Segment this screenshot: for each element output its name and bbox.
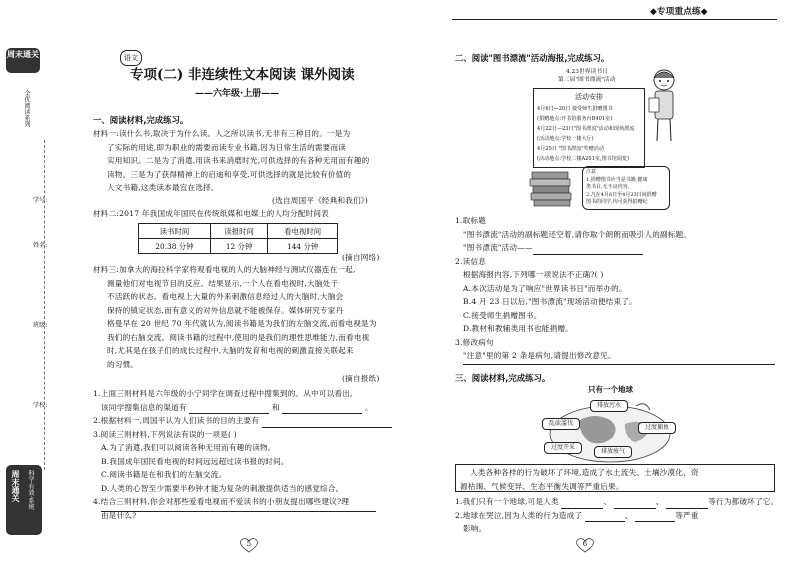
text-line: 时,尤其是在孩子们的成长过程中,大脑的发育和电视的刺激直接关联起来 [107, 346, 354, 355]
passage-box [455, 464, 775, 492]
source-note: (摘自网络) [342, 253, 380, 262]
poster-note-box [582, 166, 670, 210]
corner-tag: ◆专项重点练◆ [650, 7, 708, 17]
text-fragment: 2.根据材料一,周国平认为人们读书的目的主要有 [93, 416, 260, 425]
section3-questions [455, 495, 778, 536]
diagram-label: 排放废气 [594, 446, 632, 458]
text-line: 不活跃的状态。看电视上大量的外来刺激信息经过人的大脑时,大脑会 [107, 292, 344, 301]
table-row [139, 224, 338, 239]
subtitle-blank[interactable] [533, 245, 643, 255]
question-1 [93, 387, 392, 522]
text-line: 材料一:读什么书,取决于为什么读。人之所以读书,无非有三种目的。一是为 [93, 129, 351, 138]
field-label: 班级: [33, 322, 48, 329]
schedule-item: (活动地点:学校二楼A201室,图书馆阅览) [537, 156, 630, 162]
choice-a: A.为了消遣,我们可以阅读各种无用而有趣的读物。 [101, 443, 276, 452]
answer-blank[interactable] [585, 512, 625, 522]
schedule-item: (捐赠地点:开书馆服务台B401室) [537, 116, 613, 122]
page-title: 专项(二) 非连续性文本阅读 课外阅读 [130, 67, 355, 83]
answer-blank[interactable] [189, 404, 269, 414]
answer-line[interactable] [101, 511, 376, 512]
left-mid-label: 全优阅读系列 [23, 90, 30, 128]
text-fragment: 2.地球在哭泣,因为人类的行为造成了 [455, 510, 583, 520]
text-line: 根据海报内容,下列哪一项说法不正确?( ) [463, 270, 604, 279]
answer-blank[interactable] [282, 404, 362, 414]
poster-head1: 4.23世界读书日 [566, 69, 608, 75]
text-fragment: 和 [271, 402, 280, 412]
text-line: 3.修改病句 [455, 337, 494, 347]
source-note: (选自周国平《经典和我们》) [272, 196, 369, 205]
poster-schedule-box [533, 88, 645, 168]
diagram-label: 乱砍滥伐 [542, 418, 580, 430]
text-line: 保持的镇定状态,而有意义的对外信息就不能被保存。媒体研究专家丹 [107, 305, 344, 315]
note-title: 注意 [586, 169, 597, 175]
text-fragment: 等严重 [675, 510, 699, 520]
text-fragment: "图书漂流"活动—— [463, 243, 533, 252]
field-label: 学号: [33, 197, 48, 204]
left-top-badge: 周末通关 [6, 48, 40, 73]
answer-line[interactable] [463, 364, 775, 365]
field-label: 姓名: [33, 242, 48, 249]
diagram-label: 排放污水 [590, 400, 628, 412]
note-line: 1.捐赠图书应当是书籍,健康 [586, 176, 648, 183]
choice-d: D.人类的心智至少需要半秒钟才能为复杂的刺激提供适当的感觉综合。 [101, 483, 344, 493]
text-line: 读物。三是为了获得精神上的启迪和享受,可供选择的就是比较有价值的 [107, 169, 352, 179]
text-line: 1.上面三则材料是六年级的小宁同学在调查过程中搜集到的。从中可以看出, [93, 389, 353, 398]
poster-head2: 第二届"图书漂流"活动 [558, 77, 616, 83]
schedule-title: 活动安排 [575, 93, 603, 101]
top-rule [452, 19, 777, 20]
table-row [139, 239, 338, 254]
text-line: 人文书籍,这类读本最宜在选择。 [107, 183, 219, 192]
boy-reading-illustration [646, 66, 682, 151]
text-line: 的习惯。 [107, 359, 139, 369]
corner-tag-text: 专项重点练 [656, 7, 701, 17]
section3-heading: 三、阅读材料,完成练习。 [455, 373, 551, 383]
diagram-label: 过度捕鱼 [638, 422, 676, 434]
cut-line [44, 140, 45, 470]
choice-b: B.我国成年国民看电视的时间远远超过读书报的时间。 [101, 456, 289, 466]
section1-heading: 一、阅读材料,完成练习。 [93, 115, 189, 125]
subject-badge: 语文 [120, 50, 142, 66]
schedule-item: 4月6日—20日 接受师生捐赠图书 [537, 106, 613, 112]
text-line: 4.结合三则材料,你会对那些爱看电视而不爱读书的小朋友提出哪些建议?理 [93, 497, 350, 506]
text-fragment: 、 [655, 497, 664, 506]
schedule-item: 4月22日—23日"图书漂流"活动和现场漂流 [537, 126, 635, 132]
answer-blank[interactable] [635, 512, 675, 522]
diagram-label: 过度开采 [544, 442, 582, 454]
text-fragment: 、 [624, 510, 633, 520]
note-line: 图书的同学,均可获得捐赠纪 [586, 199, 648, 205]
time-table [138, 223, 338, 254]
table-cell: 20.38 分钟 [139, 239, 211, 254]
answer-blank[interactable] [614, 499, 656, 509]
page-number-right [574, 537, 596, 553]
text-line: "注意"里的第 2 条是病句,请提出修改意见。 [463, 351, 616, 360]
text-line: 材料三:加拿大的海拉科学家将观看电视的人的大脑神经与测试仪器连在一起, [93, 265, 356, 274]
answer-blank[interactable] [561, 499, 603, 509]
text-line: 1.取标题 [455, 216, 487, 225]
page-number-text: 6 [582, 540, 588, 548]
text-line: 3.阅读三则材料,下列说法有误的一项是( ) [93, 429, 237, 439]
table-header-cell: 读报时间 [210, 224, 267, 239]
table-header-cell: 读书时间 [139, 224, 211, 239]
text-fragment: 、 [603, 497, 612, 506]
schedule-item: (活动地点:学校一楼大厅) [537, 136, 594, 142]
text-line: 影响。 [463, 524, 487, 533]
choice-c: C.阅读书籍是在和我们的左脑交流。 [101, 470, 227, 479]
material2-intro: 材料二:2017 年我国成年国民在传统纸媒和电媒上的人均分配时间表 [93, 209, 329, 218]
note-line: 2.凡在4月6日至4月23日间捐赠 [586, 191, 657, 198]
material3 [93, 263, 377, 371]
text-line: 测量他们对电视节目的反应。结果显示,一个人在看电视时,大脑处于 [107, 278, 339, 288]
section2-heading: 二、阅读"图书漂流"活动海报,完成练习。 [455, 53, 610, 63]
choice-a: A.本次活动是为了响应"世界读书日"而举办的。 [463, 283, 627, 293]
table-cell: 144 分钟 [268, 239, 338, 254]
text-fragment: 该同学搜集信息的渠道有 [101, 402, 187, 412]
answer-blank[interactable] [262, 418, 392, 428]
text-line: 了实际的用途,即为职业的需要而读专业书籍,因为日常生活的需要而读 [107, 142, 347, 152]
text-line: 由是什么? [101, 510, 137, 520]
answer-blank[interactable] [666, 499, 708, 509]
poster [528, 66, 678, 208]
page-number-left [238, 537, 260, 553]
source-note: (摘自报纸) [342, 374, 380, 383]
left-bottom-badge: 周末通关 科学·有效·系统 [6, 465, 42, 535]
text-line: 我们的右脑交流。阅读书籍的过程中,使用的是我们的理性思维能力,而看电视 [107, 332, 370, 342]
text-fragment: 。 [365, 402, 373, 412]
material1 [93, 127, 369, 195]
section2-questions [455, 214, 691, 363]
text-line: 源枯竭、气候变异、生态平衡失调等严重后果。 [460, 481, 624, 491]
earth-diagram [520, 384, 710, 464]
note-line: 类书目,无不良内容。 [586, 184, 633, 190]
grade-label: ——六年级·上册—— [195, 89, 280, 99]
field-label: 学校: [33, 402, 48, 409]
text-line: 2.读信息 [455, 256, 487, 266]
choice-b: B.4 月 23 日以后,"图书漂流"现场活动便结束了。 [463, 297, 637, 306]
left-margin [0, 0, 52, 566]
text-line: 实用知识。二是为了消遣,用读书来消磨时光,可供选择的有各种无用而有趣的 [107, 156, 370, 165]
text-line: 格曼早在 20 世纪 70 年代就认为,阅读书籍是为我们的左脑交流,而看电视是为 [107, 319, 377, 328]
table-cell: 12 分钟 [210, 239, 267, 254]
text-fragment: 等行为都破坏了它。 [708, 497, 779, 506]
schedule-item: 4月25日 "图书漂流"奖赠活动 [537, 146, 604, 152]
table-header-cell: 看电视时间 [268, 224, 338, 239]
book-stack-illustration [528, 168, 576, 208]
choice-d: D.教材和教辅类用书也能捐赠。 [463, 324, 573, 333]
text-line: "图书漂流"活动的副标题还空着,请你取个朗朗而吸引人的副标题。 [463, 229, 692, 239]
choice-c: C.接受师生捐赠图书。 [463, 310, 542, 320]
diagram-title: 只有一个地球 [588, 385, 633, 394]
text-fragment: 1.我们只有一个地球,可是人类 [455, 497, 559, 506]
page-number-text: 5 [246, 540, 252, 548]
text-line: 人类各种各样的行为破坏了环境,造成了水土流失、土壤沙漠化、资 [470, 468, 699, 477]
